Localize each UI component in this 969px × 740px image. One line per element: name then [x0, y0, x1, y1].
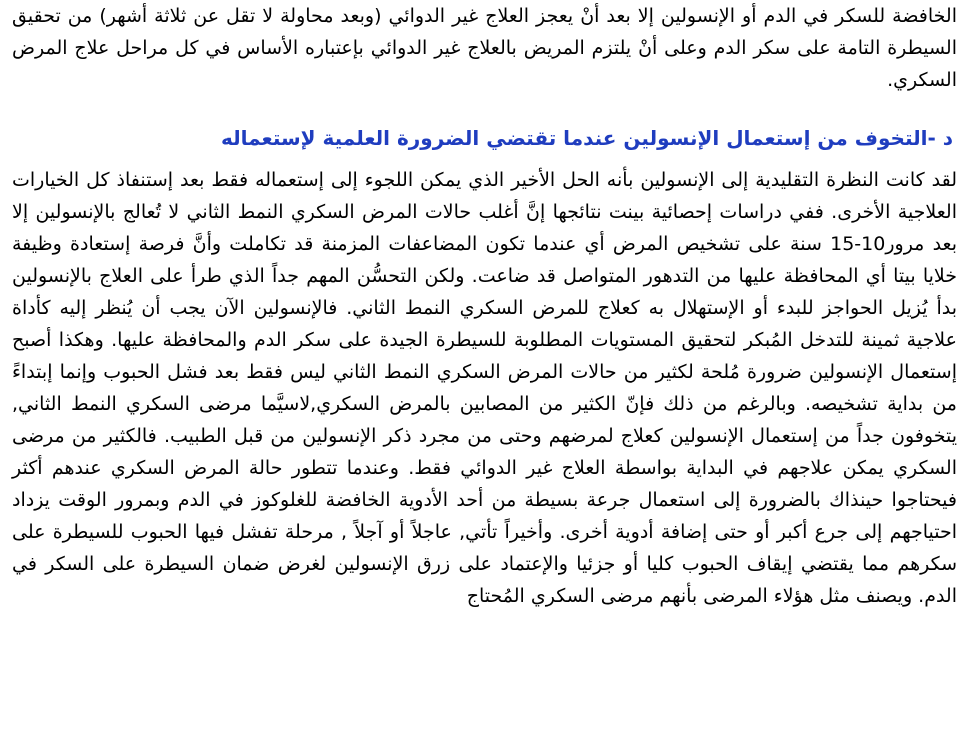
intro-paragraph: الخافضة للسكر في الدم أو الإنسولين إلا بعد أنْ يعجز العلاج غير الدوائي (وبعد محاولة لا تقل عن ثلاثة أشهر) من تحقيق السيطرة التامة على سكر الدم وعلى أنْ يلتزم المريض بالعلاج غير الدوائي بإعتباره الأساس في كل مراحل علاج المرض السكري. — [12, 5, 957, 91]
main-paragraph: لقد كانت النظرة التقليدية إلى الإنسولين بأنه الحل الأخير الذي يمكن اللجوء إلى إستعماله فقط بعد إستنفاذ كل الخيارات العلاجية الأخرى. ففي دراسات إحصائية بينت نتائجها إنَّ أغلب حالات المرض السكري النمط الثاني لا تُعالج بالإنسولين إلا بعد مرور10-15 سنة على تشخيص المرض أي عندما تكون المضاعفات المزمنة قد تكاملت وأنَّ فرصة إستعادة وظيفة خلايا بيتا أي المحافظة عليها من التدهور المتواصل قد ضاعت. ولكن التحسُّن المهم جداً الذي طرأ على العلاج بالإنسولين بدأ يُزيل الحواجز للبدء أو الإستهلال به كعلاج للمرض السكري النمط الثاني. فالإنسولين الآن يجب أن يُنظر إليه كأداة علاجية ثمينة للتدخل المُبكر لتحقيق المستويات المطلوبة للسيطرة الجيدة على سكر الدم والمحافظة عليها. وهكذا أصبح إستعمال الإنسولين ضرورة مُلحة لكثير من حالات المرض السكري النمط الثاني ليس فقط بعد فشل الحبوب وإنما إبتداءً من بداية تشخيصه. وبالرغم من ذلك فإنّ الكثير من المصابين بالمرض السكري,لاسيَّما مرضى السكري النمط الثاني, يتخوفون جداً من إستعمال الإنسولين كعلاج لمرضهم وحتى من مجرد ذكر الإنسولين من قبل الطبيب. فالكثير من مرضى السكري يمكن علاجهم في البداية بواسطة العلاج غير الدوائي فقط. وعندما تتطور حالة المرض السكري عندهم أكثر فيحتاجوا حينذاك بالضرورة إلى استعمال جرعة بسيطة من أحد الأدوية الخافضة للغلوكوز في الدم وبمرور الوقت يزداد احتياجهم إلى جرع أكبر أو حتى إضافة أدوية أخرى. وأخيراً تأتي, عاجلاً أو آجلاً , مرحلة تفشل فيها الحبوب للسيطرة على سكرهم مما يقتضي إيقاف الحبوب كليا أو جزئيا والإعتماد على زرق الإنسولين لغرض ضمان السيطرة على السكر في الدم. ويصنف مثل هؤلاء المرضى بأنهم مرضى السكري المُحتاج — [12, 169, 958, 607]
section-heading: د -التخوف من إستعمال الإنسولين عندما تقتضي الضرورة العلمية لإستعماله — [220, 126, 953, 150]
document-page — [12, 0, 957, 612]
